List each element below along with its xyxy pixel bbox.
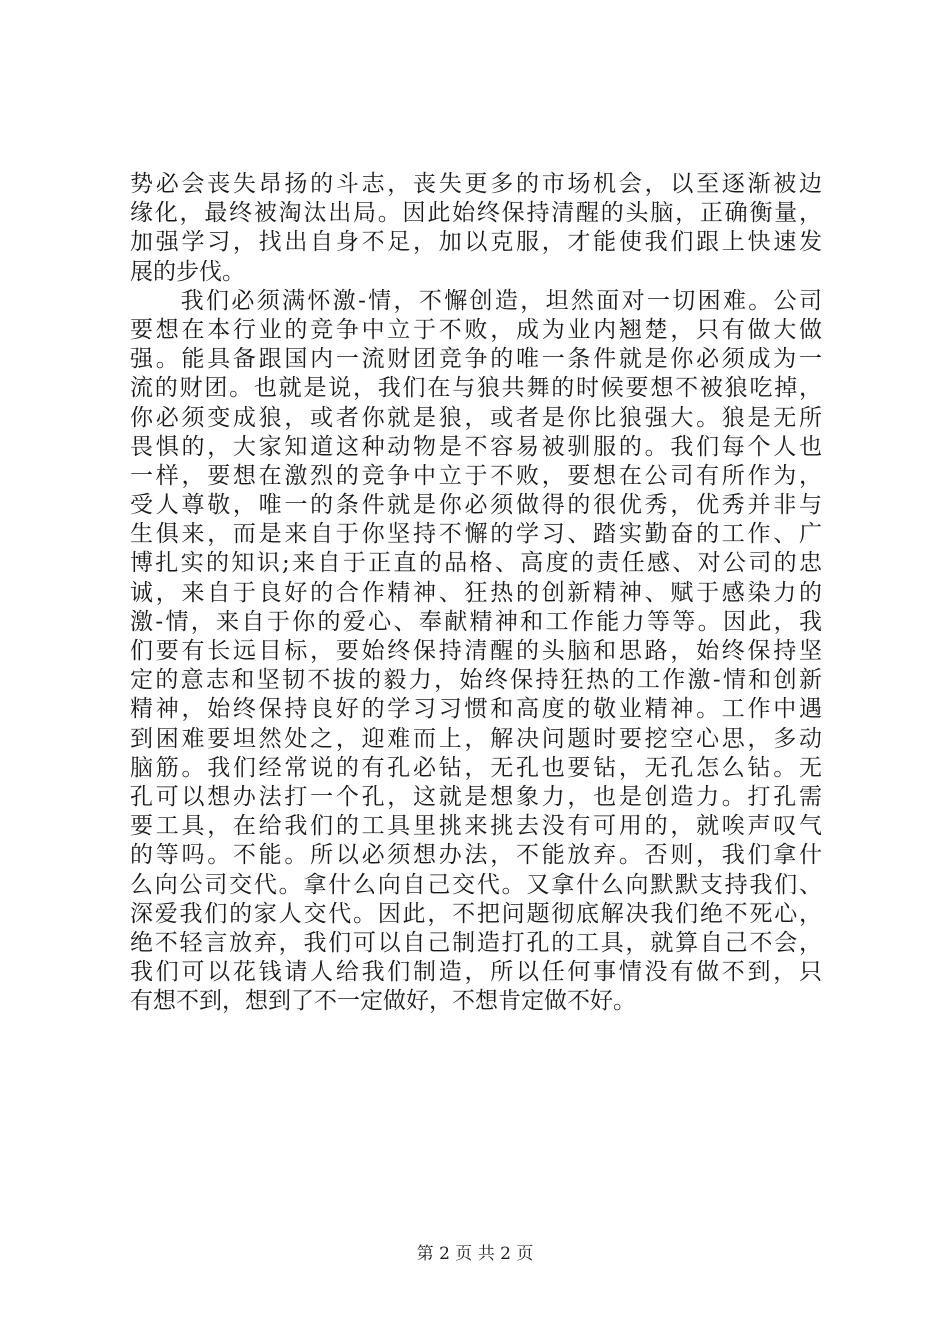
text-line: 要工具，在给我们的工具里挑来挑去没有可用的，就唉声叹气 (130, 813, 822, 840)
text-line: 你必须变成狼，或者你就是狼，或者是你比狼强大。狼是无所 (130, 404, 822, 431)
text-line: 我们可以花钱请人给我们制造，所以任何事情没有做不到，只 (130, 959, 822, 986)
text-line: 展的步伐。 (130, 258, 245, 285)
text-line: 们要有长远目标，要始终保持清醒的头脑和思路，始终保持坚 (130, 638, 822, 664)
text-line: 一样，要想在激烈的竞争中立于不败，要想在公司有所作为， (130, 462, 822, 489)
text-line: 的等吗。不能。所以必须想办法，不能放弃。否则，我们拿什 (130, 842, 822, 869)
page-number-footer: 第 2 页 共 2 页 (416, 1244, 534, 1264)
text-line: 博扎实的知识;来自于正直的品格、高度的责任感、对公司的忠 (130, 550, 822, 577)
text-line: 有想不到，想到了不一定做好，不想肯定做不好。 (130, 988, 636, 1015)
text-line: 强。能具备跟国内一流财团竞争的唯一条件就是你必须成为一 (130, 346, 822, 373)
text-line: 么向公司交代。拿什么向自己交代。又拿什么向默默支持我们、 (130, 871, 822, 898)
text-line: 畏惧的，大家知道这种动物是不容易被驯服的。我们每个人也 (130, 433, 822, 460)
text-line: 诚，来自于良好的合作精神、狂热的创新精神、赋于感染力的 (130, 579, 822, 606)
text-line: 激-情，来自于你的爱心、奉献精神和工作能力等等。因此，我 (130, 608, 822, 635)
text-line: 我们必须满怀激-情，不懈创造，坦然面对一切困难。公司 (130, 287, 822, 314)
text-line: 受人尊敬，唯一的条件就是你必须做得的很优秀，优秀并非与 (130, 492, 822, 519)
text-line: 势必会丧失昂扬的斗志，丧失更多的市场机会，以至逐渐被边 (130, 171, 822, 197)
text-line: 要想在本行业的竞争中立于不败，成为业内翘楚，只有做大做 (130, 316, 822, 343)
text-line: 绝不轻言放弃，我们可以自己制造打孔的工具，就算自己不会， (130, 929, 822, 956)
text-line: 精神，始终保持良好的学习习惯和高度的敬业精神。工作中遇 (130, 696, 822, 723)
text-line: 流的财团。也就是说，我们在与狼共舞的时候要想不被狼吃掉， (130, 375, 822, 402)
text-line: 深爱我们的家人交代。因此，不把问题彻底解决我们绝不死心， (130, 900, 822, 927)
document-body (130, 170, 822, 1016)
text-line: 脑筋。我们经常说的有孔必钻，无孔也要钻，无孔怎么钻。无 (130, 754, 822, 781)
text-line: 加强学习，找出自身不足，加以克服，才能使我们跟上快速发 (130, 229, 822, 256)
text-line: 定的意志和坚韧不拔的毅力，始终保持狂热的工作激-情和创新 (130, 667, 822, 694)
text-line: 孔可以想办法打一个孔，这就是想象力，也是创造力。打孔需 (130, 783, 822, 810)
text-line: 生俱来，而是来自于你坚持不懈的学习、踏实勤奋的工作、广 (130, 521, 822, 548)
text-line: 到困难要坦然处之，迎难而上，解决问题时要挖空心思，多动 (130, 725, 822, 752)
text-line: 缘化，最终被淘汰出局。因此始终保持清醒的头脑，正确衡量， (130, 200, 822, 227)
